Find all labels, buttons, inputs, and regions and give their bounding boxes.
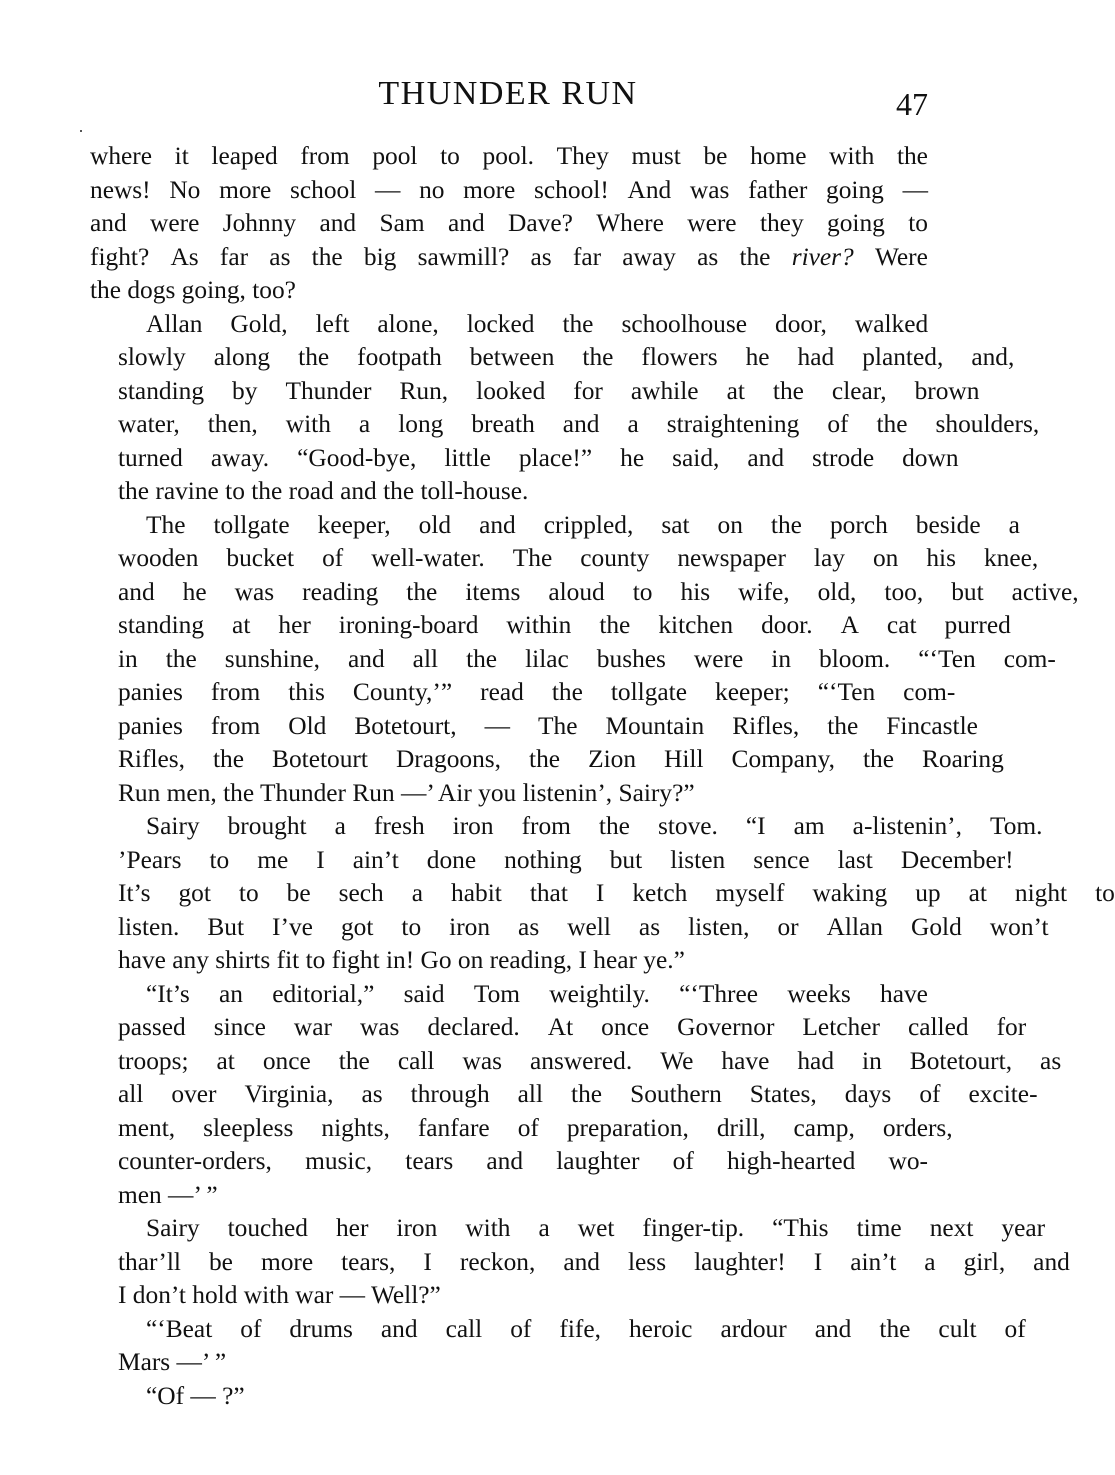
- text-line: and were Johnny and Sam and Dave? Where were they going to: [90, 209, 928, 237]
- text-line: listen. But I’ve got to iron as well as listen, or Allan Gold won’t: [118, 912, 1049, 941]
- text-line: in the sunshine, and all the lilac bushes were in bloom. “‘Ten com-: [118, 644, 1056, 673]
- text-line: water, then, with a long breath and a straightening of the shoulders,: [118, 410, 1040, 438]
- text-line: Mars —’ ”: [118, 1348, 227, 1376]
- text-line: and he was reading the items aloud to his wife, old, too, but active,: [118, 577, 1079, 606]
- text-line: slowly along the footpath between the flowers he had planted, and,: [118, 343, 1015, 371]
- paragraph: [90, 308, 1040, 509]
- text-line: have any shirts fit to fight in! Go on reading, I hear ye.”: [118, 946, 685, 974]
- text-line: The tollgate keeper, old and crippled, sat on the porch beside a: [146, 510, 1020, 539]
- text-line: I don’t hold with war — Well?”: [118, 1281, 441, 1309]
- text-line: Sairy brought a fresh iron from the stove. “I am a-listenin’, Tom.: [146, 812, 1043, 840]
- body-text: [90, 140, 1115, 1413]
- paragraph: [90, 1313, 1026, 1380]
- text-line: panies from this County,’” read the tollgate keeper; “‘Ten com-: [118, 678, 956, 706]
- running-header: [88, 72, 928, 122]
- text-line: wooden bucket of well-water. The county newspaper lay on his knee,: [118, 544, 1039, 572]
- paragraph: [90, 810, 1115, 978]
- paragraph: [90, 978, 1062, 1213]
- text-line: Run men, the Thunder Run —’ Air you listenin’, Sairy?”: [118, 778, 695, 807]
- text-line: men —’ ”: [118, 1180, 218, 1209]
- text-line: ment, sleepless nights, fanfare of preparation, drill, camp, orders,: [118, 1113, 953, 1142]
- text-line: “Of — ?”: [146, 1381, 245, 1410]
- text-line: where it leaped from pool to pool. They must be home with the: [90, 142, 928, 170]
- running-title: THUNDER RUN: [378, 75, 638, 112]
- text-line: the ravine to the road and the toll-house.: [118, 477, 529, 505]
- text-line: panies from Old Botetourt, — The Mountain Rifles, the Fincastle: [118, 711, 978, 740]
- text-line: all over Virginia, as through all the Southern States, days of excite-: [118, 1080, 1038, 1108]
- text-line: troops; at once the call was answered. We have had in Botetourt, as: [118, 1046, 1062, 1075]
- text-line: standing by Thunder Run, looked for awhile at the clear, brown: [118, 376, 980, 405]
- paragraph: [90, 1212, 1070, 1313]
- paragraph: [90, 509, 1079, 811]
- text-line: “It’s an editorial,” said Tom weightily. “‘Three weeks have: [146, 979, 928, 1008]
- page-number: 47: [896, 86, 928, 122]
- text-line: Sairy touched her iron with a wet finger-tip. “This time next year: [146, 1214, 1046, 1242]
- text-line: It’s got to be sech a habit that I ketch myself waking up at night to: [118, 879, 1115, 907]
- text-line: standing at her ironing-board within the kitchen door. A cat purred: [118, 611, 1011, 639]
- text-line: counter-orders, music, tears and laughter of high-hearted wo-: [118, 1147, 928, 1175]
- text-line: “‘Beat of drums and call of fife, heroic ardour and the cult of: [146, 1314, 1026, 1343]
- text-line: ’Pears to me I ain’t done nothing but listen sence last December!: [118, 845, 1014, 874]
- text-line: turned away. “Good-bye, little place!” he said, and strode down: [118, 443, 959, 472]
- text-line: passed since war was declared. At once Governor Letcher called for: [118, 1013, 1027, 1041]
- text-line: news! No more school — no more school! And was father going —: [90, 175, 928, 204]
- text-line: fight? As far as the big sawmill? as far away as the river? Were: [90, 242, 928, 271]
- text-line: the dogs going, too?: [90, 276, 296, 304]
- paragraph: [90, 1380, 928, 1414]
- print-speck: [80, 130, 82, 132]
- paragraph: [90, 140, 928, 308]
- text-line: thar’ll be more tears, I reckon, and less laughter! I ain’t a girl, and: [118, 1247, 1070, 1276]
- text-line: Allan Gold, left alone, locked the schoolhouse door, walked: [146, 309, 929, 338]
- text-line: Rifles, the Botetourt Dragoons, the Zion Hill Company, the Roaring: [118, 745, 1004, 773]
